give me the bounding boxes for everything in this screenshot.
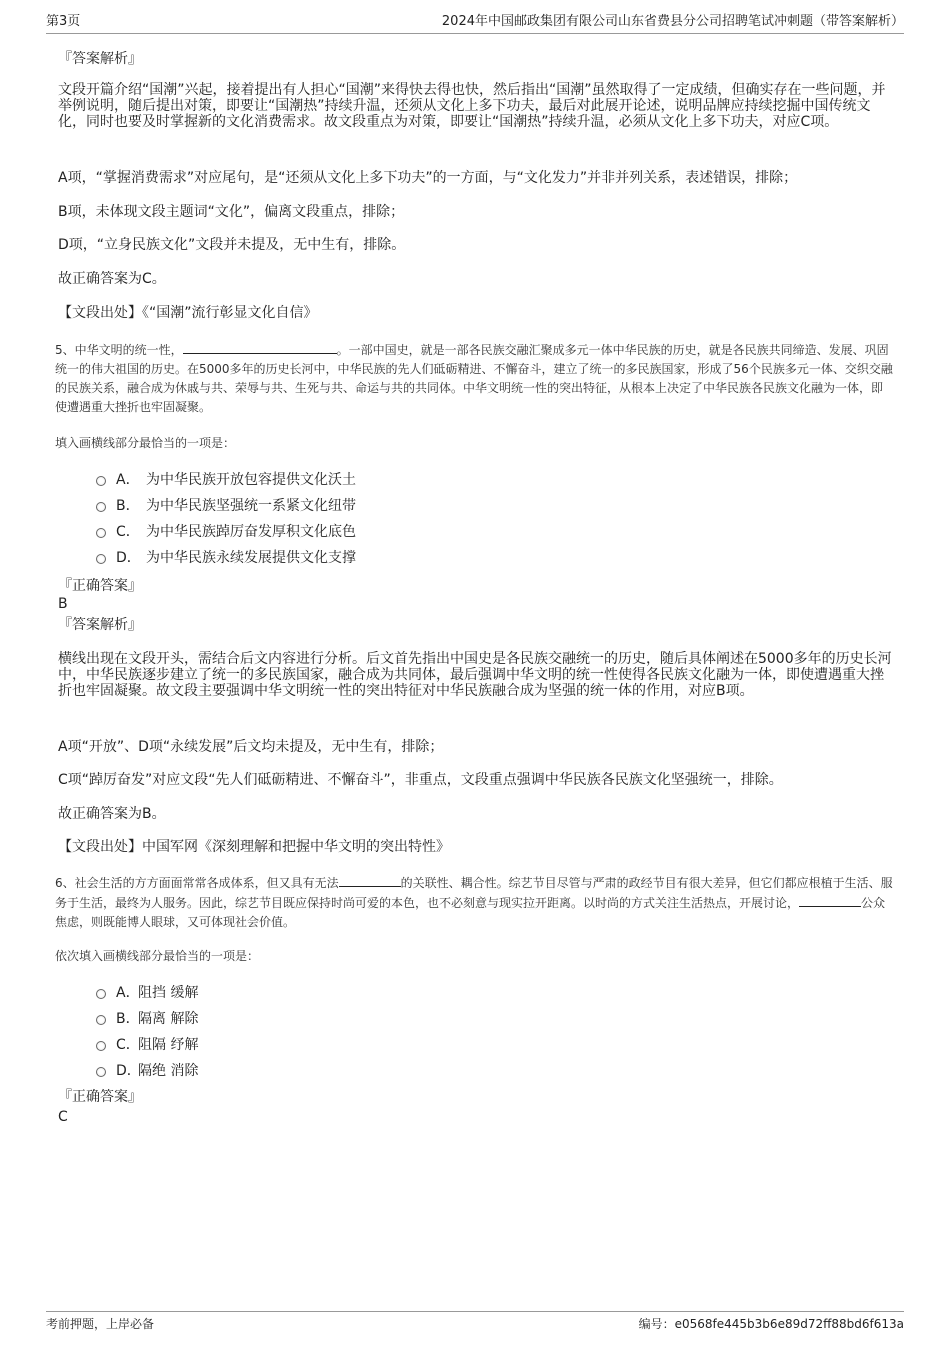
option-letter: A． — [116, 985, 140, 1001]
q6-stem — [55, 873, 893, 932]
q4-analysis-text: 文段开篇介绍“国潮”兴起，接着提出有人担心“国潮”来得快去得也快，然后指出“国潮”虽然取得了一定成绩，但确实存在一些问题，并举例说明，随后提出对策，即要让“国潮热”持续升温，还须从文化上多下功夫，最后对此展开论述，说明品牌应持续挖掘中国传统文化，同时也要及时掌握新的文化消费需求。故文段重点为对策，即要让“国潮热”持续升温，必须从文化上多下功夫，对应C项。 — [58, 82, 886, 130]
option-letter: C． — [116, 524, 140, 540]
radio-icon[interactable] — [96, 989, 106, 999]
q4-note-b: B项，未体现文段主题词“文化”，偏离文段重点，排除； — [58, 204, 405, 220]
q5-note-c: C项“踔厉奋发”对应文段“先人们砥砺精进、不懈奋斗”，非重点，文段重点强调中华民族各民族文化坚强统一，排除。 — [58, 772, 783, 788]
q5-analysis-label: 『答案解析』 — [58, 617, 142, 633]
q5-stem — [55, 340, 893, 417]
q5-blank — [183, 340, 337, 354]
option-text: 为中华民族永续发展提供文化支撑 — [146, 550, 356, 566]
q5-prompt: 填入画横线部分最恰当的一项是： — [55, 436, 236, 450]
q5-stem-rest: 。一部中国史，就是一部各民族交融汇聚成多元一体中华民族的历史，就是各民族共同缔造、发展、巩固统一的伟大祖国的历史。在5000多年的历史长河中，中华民族的先人们砥砺精进、不懈奋斗，建立了统一的多民族国家，形成了56个民族多元一体、交织交融的民族关系，融合成为休戚与共、荣辱与共、生死与共、命运与共的共同体。中华文明统一性的突出特征，从根本上决定了中华民族各民族文化融为一体，即使遭遇重大挫折也牢固凝聚。 — [55, 343, 893, 414]
option-letter: A． — [116, 472, 140, 488]
radio-icon[interactable] — [96, 502, 106, 512]
q5-source: 【文段出处】中国军网《深刻理解和把握中华文明的突出特性》 — [58, 839, 450, 855]
q6-stem-part3: 公众焦虑，则既能博人眼球，又可体现社会价值。 — [55, 896, 886, 929]
page-header — [46, 13, 904, 34]
q4-note-a: A项，“掌握消费需求”对应尾句，是“还须从文化上多下功夫”的一方面，与“文化发力”并非并列关系，表述错误，排除； — [58, 170, 798, 186]
q5-note-ad: A项“开放”、D项“永续发展”后文均未提及，无中生有，排除； — [58, 739, 444, 755]
q5-option-b[interactable] — [96, 497, 356, 515]
page-footer — [46, 1311, 904, 1338]
q5-answer-label: 『正确答案』 — [58, 578, 142, 594]
q4-conclusion: 故正确答案为C。 — [58, 271, 166, 287]
q6-answer-label: 『正确答案』 — [58, 1089, 142, 1105]
q6-prompt: 依次填入画横线部分最恰当的一项是： — [55, 949, 260, 963]
q6-option-a[interactable] — [96, 984, 198, 1002]
q6-option-b[interactable] — [96, 1010, 198, 1028]
radio-icon[interactable] — [96, 1067, 106, 1077]
q5-option-c[interactable] — [96, 523, 356, 541]
q5-answer: B — [58, 596, 68, 612]
q5-option-a[interactable] — [96, 471, 356, 489]
q5-stem-prefix: 5、中华文明的统一性， — [55, 343, 183, 357]
q6-option-d[interactable] — [96, 1062, 198, 1080]
option-text: 阻挡 缓解 — [138, 985, 199, 1001]
radio-icon[interactable] — [96, 1015, 106, 1025]
option-text: 隔离 解除 — [138, 1011, 199, 1027]
q6-option-c[interactable] — [96, 1036, 198, 1054]
q6-answer: C — [58, 1109, 68, 1125]
option-text: 隔绝 消除 — [138, 1063, 199, 1079]
radio-icon[interactable] — [96, 476, 106, 486]
q6-blank-1 — [339, 873, 401, 887]
option-letter: D． — [116, 550, 141, 566]
radio-icon[interactable] — [96, 554, 106, 564]
q5-conclusion: 故正确答案为B。 — [58, 806, 166, 822]
option-letter: B． — [116, 1011, 140, 1027]
footer-slogan: 考前押题，上岸必备 — [46, 1317, 155, 1331]
q6-stem-part2: 的关联性、耦合性。综艺节目尽管与严肃的政经节目有很大差异，但它们都应根植于生活、服务于生活，最终为人服务。因此，综艺节目既应保持时尚可爱的本色，也不必刻意与现实拉开距离。以时尚的方式关注生活热点，开展讨论， — [55, 876, 893, 910]
radio-icon[interactable] — [96, 1041, 106, 1051]
page-number: 第3页 — [46, 14, 81, 29]
option-letter: B． — [116, 498, 140, 514]
q6-blank-2 — [799, 893, 861, 907]
q6-stem-part1: 6、社会生活的方方面面常常各成体系，但又具有无法 — [55, 876, 339, 890]
document-code: 编号：e0568fe445b3b6e89d72ff88bd6f613a — [638, 1317, 904, 1331]
q4-analysis-label: 『答案解析』 — [58, 51, 142, 67]
q5-analysis-text: 横线出现在文段开头，需结合后文内容进行分析。后文首先指出中国史是各民族交融统一的历史，随后具体阐述在5000多年的历史长河中，中华民族逐步建立了统一的多民族国家，融合成为共同体，最后强调中华文明的统一性使得各民族文化融为一体，即使遭遇重大挫折也牢固凝聚。故文段主要强调中华文明统一性的突出特征对中华民族融合成为坚强的统一体的作用，对应B项。 — [58, 651, 892, 699]
document-title: 2024年中国邮政集团有限公司山东省费县分公司招聘笔试冲刺题（带答案解析） — [441, 14, 904, 29]
q4-source: 【文段出处】《“国潮”流行彰显文化自信》 — [58, 305, 318, 321]
option-text: 为中华民族开放包容提供文化沃土 — [146, 472, 356, 488]
option-letter: D． — [116, 1063, 141, 1079]
option-text: 为中华民族坚强统一系紧文化纽带 — [146, 498, 356, 514]
q5-option-d[interactable] — [96, 549, 356, 567]
option-text: 阻隔 纾解 — [138, 1037, 199, 1053]
option-letter: C． — [116, 1037, 140, 1053]
option-text: 为中华民族踔厉奋发厚积文化底色 — [146, 524, 356, 540]
q4-note-d: D项，“立身民族文化”文段并未提及，无中生有，排除。 — [58, 237, 406, 253]
radio-icon[interactable] — [96, 528, 106, 538]
